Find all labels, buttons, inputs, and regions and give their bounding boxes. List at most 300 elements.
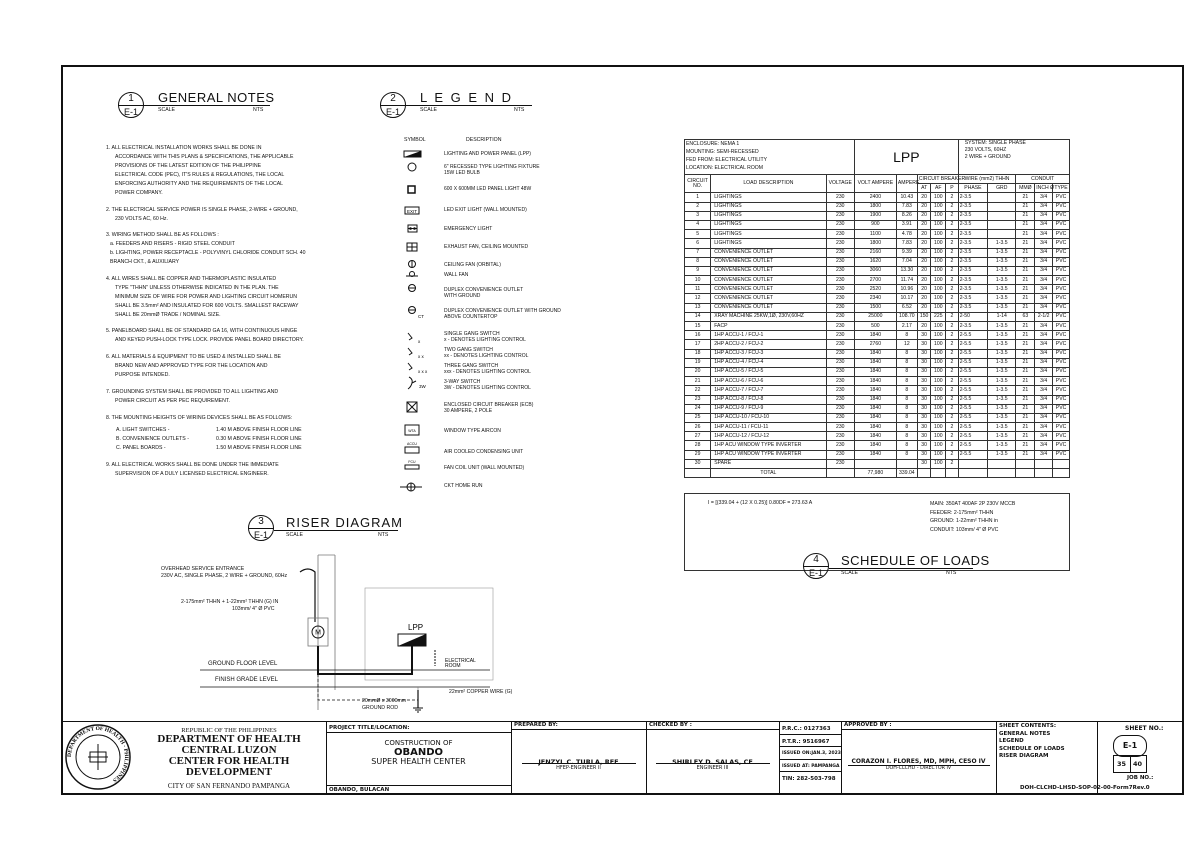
- breaker-p: 2: [946, 413, 959, 422]
- conduit-inch: 3/4: [1035, 413, 1053, 422]
- breaker-at: 20: [917, 211, 931, 220]
- prepared-title: HFEP-ENGINEER II: [556, 765, 601, 771]
- legend-desc-line: EXHAUST FAN, CEILING MOUNTED: [444, 244, 529, 250]
- checked-name: SHIRLEY D. SALAS, CE: [672, 758, 753, 766]
- legend-desc-line: DUPLEX CONVENIENCE OUTLET WITH GROUND: [444, 308, 561, 314]
- breaker-af: 100: [931, 303, 946, 312]
- breaker-at: 30: [917, 358, 931, 367]
- conduit-inch: 3/4: [1035, 266, 1053, 275]
- legend-item-three-way-switch: [444, 379, 594, 391]
- conduit-inch: 3/4: [1035, 211, 1053, 220]
- breaker-at: 20: [917, 266, 931, 275]
- ampere: 10.43: [896, 193, 917, 202]
- ampere: 8: [896, 423, 917, 432]
- voltage: 230: [826, 349, 854, 358]
- note-line: SUPERVISION OF A DULY LICENSED ELECTRICAL ENGINEER.: [115, 470, 269, 477]
- volt-ampere: 1840: [854, 432, 896, 441]
- note-line: 1. ALL ELECTRICAL INSTALLATION WORKS SHALL BE DONE IN: [106, 145, 262, 151]
- ampere: 8: [896, 404, 917, 413]
- room-label-1: ELECTRICAL: [445, 658, 476, 664]
- table-row: [685, 312, 1070, 321]
- conduit-mm: 21: [1016, 450, 1035, 459]
- table-row: [685, 432, 1070, 441]
- ampere: 8: [896, 358, 917, 367]
- conduit-inch: [1035, 459, 1053, 468]
- breaker-af: 100: [931, 441, 946, 450]
- checked-label: CHECKED BY :: [649, 722, 692, 728]
- legend-desc-line: TWO GANG SWITCH: [444, 347, 493, 353]
- voltage: 230: [826, 377, 854, 386]
- wire-grd: 1-3.5: [988, 349, 1016, 358]
- conduit-type: PVC: [1053, 322, 1070, 331]
- conduit-type: PVC: [1053, 220, 1070, 229]
- breaker-af: 100: [931, 459, 946, 468]
- legend-item-panel: [444, 151, 594, 157]
- breaker-af: 100: [931, 349, 946, 358]
- device-name: B. CONVENIENCE OUTLETS -: [116, 435, 189, 442]
- table-row: [685, 322, 1070, 331]
- finish-grade-label: FINISH GRADE LEVEL: [215, 677, 279, 683]
- load-description: LIGHTINGS: [711, 230, 826, 239]
- load-description: 1HP ACCU-7 / FCU-7: [711, 386, 826, 395]
- wire-phase: 2-3.5: [958, 239, 987, 248]
- wire-phase: 2-5.5: [958, 340, 987, 349]
- breaker-af: 100: [931, 220, 946, 229]
- load-description: CONVENIENCE OUTLET: [711, 266, 826, 275]
- breaker-at: 20: [917, 276, 931, 285]
- table-row: [685, 220, 1070, 229]
- wire-grd: [988, 220, 1016, 229]
- breaker-af: 100: [931, 395, 946, 404]
- ampere: 108.70: [896, 312, 917, 321]
- wire-phase: 2-5.5: [958, 367, 987, 376]
- wire-phase: 2-5.5: [958, 377, 987, 386]
- legend-desc-line: LIGHTING AND POWER PANEL (LPP): [444, 151, 531, 157]
- circuit-no: 26: [685, 423, 711, 432]
- circuit-no: 30: [685, 459, 711, 468]
- schedule-number: 4: [813, 554, 819, 565]
- device-name: C. PANEL BOARDS -: [116, 444, 166, 451]
- conduit-type: PVC: [1053, 349, 1070, 358]
- legend-number: 2: [390, 93, 396, 104]
- conduit-type: PVC: [1053, 239, 1070, 248]
- feeder-line-1: 2-175mm² THHN + 1-22mm² THHN (G) IN: [181, 599, 279, 605]
- load-description: LIGHTINGS: [711, 211, 826, 220]
- breaker-p: 2: [946, 322, 959, 331]
- breaker-at: 30: [917, 441, 931, 450]
- note-line: 3. WIRING METHOD SHALL BE AS FOLLOWS :: [106, 232, 219, 239]
- breaker-p: 2: [946, 202, 959, 211]
- load-description: 1HP ACCU-9 / FCU-9: [711, 404, 826, 413]
- note-line: 9. ALL ELECTRICAL WORKS SHALL BE DONE UNDER THE IMMEDIATE: [106, 461, 279, 468]
- legend-desc-line: FAN COIL UNIT (WALL MOUNTED): [444, 465, 525, 471]
- general-notes-number: 1: [128, 93, 134, 104]
- ampere: 8: [896, 331, 917, 340]
- recessed-light-icon: [408, 163, 416, 171]
- breaker-af: 100: [931, 413, 946, 422]
- title-underline: [829, 568, 973, 569]
- loads-table: [684, 139, 1070, 478]
- breaker-af: 100: [931, 266, 946, 275]
- wire-grd: 1-3.5: [988, 432, 1016, 441]
- load-description: CONVENIENCE OUTLET: [711, 276, 826, 285]
- conduit-mm: 21: [1016, 349, 1035, 358]
- conduit-inch: 3/4: [1035, 230, 1053, 239]
- breaker-at: 30: [917, 386, 931, 395]
- breaker-p: 2: [946, 358, 959, 367]
- total-label: TOTAL: [711, 469, 826, 478]
- breaker-at: 30: [917, 432, 931, 441]
- col-type: TYPE: [1053, 184, 1070, 193]
- region-label: CENTRAL LUZON: [181, 744, 277, 756]
- ampere: 7.83: [896, 202, 917, 211]
- scale-label: SCALE: [158, 107, 176, 113]
- col-grd: GRD: [988, 184, 1016, 193]
- breaker-at: 30: [917, 459, 931, 468]
- breaker-at: 20: [917, 220, 931, 229]
- circuit-no: 6: [685, 239, 711, 248]
- table-row: [685, 441, 1070, 450]
- callout-divider: [803, 566, 829, 567]
- voltage: 230: [826, 450, 854, 459]
- circuit-no: 5: [685, 230, 711, 239]
- conduit-inch: 3/4: [1035, 193, 1053, 202]
- conduit-type: PVC: [1053, 386, 1070, 395]
- voltage: 230: [826, 202, 854, 211]
- volt-ampere: 25000: [854, 312, 896, 321]
- col-conduit: CONDUIT: [1016, 175, 1070, 184]
- conduit-inch: 3/4: [1035, 404, 1053, 413]
- table-row: [685, 404, 1070, 413]
- mounting-height-row: [106, 444, 346, 453]
- breaker-p: 2: [946, 367, 959, 376]
- wire-grd: 1-3.5: [988, 266, 1016, 275]
- breaker-at: 20: [917, 239, 931, 248]
- wire-phase: 2-5.5: [958, 432, 987, 441]
- circuit-no: 19: [685, 358, 711, 367]
- conduit-mm: 21: [1016, 367, 1035, 376]
- breaker-p: 2: [946, 294, 959, 303]
- legend-desc-line: WITH GROUND: [444, 293, 481, 299]
- conduit-inch: 3/4: [1035, 395, 1053, 404]
- wire-grd: 1-3.5: [988, 248, 1016, 257]
- ampere: 3.91: [896, 220, 917, 229]
- riser-title: RISER DIAGRAM: [286, 515, 404, 530]
- device-height: 1.40 M ABOVE FINISH FLOOR LINE: [216, 426, 302, 433]
- conduit-mm: 21: [1016, 413, 1035, 422]
- legend-title: L E G E N D: [420, 90, 514, 105]
- breaker-p: 2: [946, 450, 959, 459]
- col-description: LOAD DESCRIPTION: [711, 175, 826, 193]
- load-description: CONVENIENCE OUTLET: [711, 257, 826, 266]
- note-line: 2. THE ELECTRICAL SERVICE POWER IS SINGLE PHASE, 2-WIRE + GROUND,: [106, 207, 298, 214]
- conduit-mm: 21: [1016, 266, 1035, 275]
- load-description: LIGHTINGS: [711, 220, 826, 229]
- conduit-mm: 21: [1016, 432, 1035, 441]
- conduit-mm: 21: [1016, 404, 1035, 413]
- breaker-p: 2: [946, 349, 959, 358]
- circuit-no: 16: [685, 331, 711, 340]
- circuit-no: 17: [685, 340, 711, 349]
- voltage: 230: [826, 386, 854, 395]
- circuit-no: 29: [685, 450, 711, 459]
- voltage: 230: [826, 367, 854, 376]
- table-row: [685, 377, 1070, 386]
- schedule-title: SCHEDULE OF LOADS: [841, 553, 990, 568]
- breaker-af: 100: [931, 211, 946, 220]
- panel-header-info: ENCLOSURE: NEMA 1 MOUNTING: SEMI-RECESSED FED FROM: ELECTRICAL UTILITY LOCATION: ELECTRICAL ROOM: [685, 140, 855, 175]
- breaker-af: 100: [931, 322, 946, 331]
- wire-phase: 2-5.5: [958, 395, 987, 404]
- callout-divider: [118, 105, 144, 106]
- legend-desc-line: xxx - DENOTES LIGHTING CONTROL: [444, 369, 531, 375]
- voltage: 230: [826, 340, 854, 349]
- breaker-af: 100: [931, 404, 946, 413]
- voltage: 230: [826, 432, 854, 441]
- load-description: 1HP ACU WINDOW TYPE INVERTER: [711, 441, 826, 450]
- wire-grd: 1-3.5: [988, 413, 1016, 422]
- wall-fan-icon: [406, 272, 418, 277]
- note-line: TYPE "THHN" UNLESS OTHERWISE INDICATED IN THE PLAN. THE: [115, 284, 279, 291]
- agency-header: [134, 727, 324, 790]
- volt-ampere: 1500: [854, 303, 896, 312]
- wire-grd: [988, 202, 1016, 211]
- conduit-mm: 21: [1016, 377, 1035, 386]
- wire-grd: 1-3.5: [988, 423, 1016, 432]
- project-title: CONSTRUCTION OF OBANDO SUPER HEALTH CENTER: [371, 739, 466, 766]
- legend-item-duplex-outlet: [444, 287, 594, 299]
- voltage: 230: [826, 413, 854, 422]
- wire-grd: 1-3.5: [988, 395, 1016, 404]
- legend-desc-line: DUPLEX CONVENIENCE OUTLET: [444, 287, 524, 293]
- legend-desc-line: SINGLE GANG SWITCH: [444, 331, 500, 337]
- breaker-af: 100: [931, 248, 946, 257]
- general-notes-list: [106, 144, 346, 478]
- breaker-p: 2: [946, 312, 959, 321]
- ampere: 13.30: [896, 266, 917, 275]
- voltage: 230: [826, 312, 854, 321]
- table-row: [685, 294, 1070, 303]
- wire-grd: 1-3.5: [988, 441, 1016, 450]
- conduit-type: PVC: [1053, 294, 1070, 303]
- volt-ampere: 1840: [854, 349, 896, 358]
- table-row: [685, 340, 1070, 349]
- breaker-af: 100: [931, 257, 946, 266]
- legend-desc-line: THREE GANG SWITCH: [444, 363, 499, 369]
- load-description: XRAY MACHINE 25KW,1Ø, 230V,60HZ: [711, 312, 826, 321]
- table-row: [685, 257, 1070, 266]
- conduit-mm: 21: [1016, 303, 1035, 312]
- wire-grd: 1-3.5: [988, 367, 1016, 376]
- general-note-item: [106, 275, 346, 320]
- circuit-no: 23: [685, 395, 711, 404]
- volt-ampere: 2520: [854, 285, 896, 294]
- breaker-at: 20: [917, 257, 931, 266]
- ground-rod-line-2: GROUND ROD: [362, 705, 399, 711]
- breaker-at: 30: [917, 404, 931, 413]
- table-row: [685, 202, 1070, 211]
- wire-grd: 1-3.5: [988, 386, 1016, 395]
- volt-ampere: 2160: [854, 248, 896, 257]
- wire-grd: [988, 211, 1016, 220]
- note-line: MINIMUM SIZE OF WIRE FOR POWER AND LIGHTING CIRCUIT HOMERUN: [115, 293, 298, 300]
- wire-phase: 2-5.5: [958, 349, 987, 358]
- note-line: BRAND NEW AND APPROVED TYPE FOR THE LOCATION AND: [115, 363, 268, 370]
- exit-light-icon: [405, 207, 419, 214]
- volt-ampere: 2760: [854, 340, 896, 349]
- breaker-at: 30: [917, 413, 931, 422]
- conduit-type: PVC: [1053, 211, 1070, 220]
- main-breaker-info: MAIN: 350AT 400AF 2P 230V MCCB FEEDER: 2-175mm² THHN GROUND: 1-22mm² THHN in CONDUIT: 103mm/ 4" Ø PVC: [930, 501, 1016, 533]
- load-description: 1HP ACU WINDOW TYPE INVERTER: [711, 450, 826, 459]
- voltage: 230: [826, 248, 854, 257]
- lpp-label: LPP: [408, 623, 424, 632]
- voltage: 230: [826, 220, 854, 229]
- wire-grd: 1-3.5: [988, 285, 1016, 294]
- conduit-mm: 21: [1016, 294, 1035, 303]
- meter-label: M: [315, 629, 321, 637]
- wire-phase: 2-3.5: [958, 257, 987, 266]
- doh-seal: [63, 722, 133, 792]
- legend-desc-line: CEILING FAN (ORBITAL): [444, 262, 501, 268]
- wire-phase: [958, 459, 987, 468]
- riser-number: 3: [258, 516, 264, 527]
- voltage: 230: [826, 266, 854, 275]
- voltage: 230: [826, 404, 854, 413]
- legend-desc-line: ABOVE COUNTERTOP: [444, 314, 498, 320]
- ampere: 11.74: [896, 276, 917, 285]
- wire-phase: 2-5.5: [958, 441, 987, 450]
- riser-sheet: E-1: [253, 530, 268, 540]
- load-description: 2HP ACCU-2 / FCU-2: [711, 340, 826, 349]
- voltage: 230: [826, 239, 854, 248]
- panel-name: LPP: [854, 140, 958, 175]
- wire-grd: [988, 230, 1016, 239]
- circuit-no: 15: [685, 322, 711, 331]
- wire-phase: 2-5.5: [958, 386, 987, 395]
- conduit-inch: 3/4: [1035, 257, 1053, 266]
- switch-xx-text: x x: [418, 354, 424, 359]
- ct-text: CT: [418, 314, 424, 319]
- circuit-no: 2: [685, 202, 711, 211]
- conduit-mm: 21: [1016, 220, 1035, 229]
- volt-ampere: 1840: [854, 358, 896, 367]
- wire-phase: 2-3.5: [958, 230, 987, 239]
- note-line: PROVISIONS OF THE LATEST EDITION OF THE PHILIPPINE: [115, 162, 262, 169]
- breaker-p: 2: [946, 377, 959, 386]
- wire-grd: [988, 193, 1016, 202]
- legend-item-ceiling-fan: [444, 262, 594, 268]
- wire-phase: 2-5.5: [958, 450, 987, 459]
- volt-ampere: 2400: [854, 193, 896, 202]
- legend-desc-line: ENCLOSED CIRCUIT BREAKER (ECB): [444, 402, 534, 408]
- circuit-no: 28: [685, 441, 711, 450]
- window-aircon-icon: [405, 425, 419, 435]
- title-underline: [274, 530, 398, 531]
- legend-item-circuit-breaker: [444, 402, 594, 414]
- conduit-inch: 3/4: [1035, 386, 1053, 395]
- issued-at: ISSUED AT: PAMPANGA: [782, 763, 840, 769]
- ampere: 8: [896, 450, 917, 459]
- wire-grd: 1-3.5: [988, 303, 1016, 312]
- load-description: 1HP ACCU-5 / FCU-5: [711, 367, 826, 376]
- conduit-mm: 21: [1016, 340, 1035, 349]
- volt-ampere: 2700: [854, 276, 896, 285]
- legend-desc-line: 600 X 600MM LED PANEL LIGHT 48W: [444, 186, 532, 192]
- conduit-inch: 3/4: [1035, 248, 1053, 257]
- breaker-at: 30: [917, 349, 931, 358]
- load-description: 1HP ACCU-6 / FCU-6: [711, 377, 826, 386]
- circuit-no: 18: [685, 349, 711, 358]
- feeder-line-2: 103mm/ 4" Ø PVC: [232, 606, 275, 612]
- circuit-no: 20: [685, 367, 711, 376]
- legend-desc-line: 30 AMPERE, 2 POLE: [444, 408, 493, 414]
- load-description: LIGHTINGS: [711, 193, 826, 202]
- breaker-p: 2: [946, 276, 959, 285]
- conduit-type: PVC: [1053, 441, 1070, 450]
- circuit-no: 4: [685, 220, 711, 229]
- ampere: 7.83: [896, 239, 917, 248]
- conduit-mm: 21: [1016, 257, 1035, 266]
- load-description: 1HP ACCU-3 / FCU-3: [711, 349, 826, 358]
- general-notes-title: GENERAL NOTES: [158, 90, 275, 105]
- conduit-inch: 3/4: [1035, 367, 1053, 376]
- breaker-p: 2: [946, 220, 959, 229]
- ampere: 8: [896, 441, 917, 450]
- wire-grd: 1-3.5: [988, 377, 1016, 386]
- sheet-count: 35 40: [1113, 755, 1147, 773]
- voltage: 230: [826, 331, 854, 340]
- conduit-inch: 3/4: [1035, 441, 1053, 450]
- legend-desc-line: WINDOW TYPE AIRCON: [444, 428, 501, 434]
- conduit-type: PVC: [1053, 276, 1070, 285]
- wire-grd: 1-3.5: [988, 294, 1016, 303]
- volt-ampere: 1900: [854, 211, 896, 220]
- breaker-p: 2: [946, 395, 959, 404]
- load-description: 1HP ACCU-8 / FCU-8: [711, 395, 826, 404]
- col-circuit: CIRCUIT NO.: [685, 175, 711, 193]
- form-code: DOH-CLCHD-LHSD-SOP-02-00-Form7Rev.0: [1020, 785, 1150, 791]
- conduit-inch: 3/4: [1035, 276, 1053, 285]
- breaker-at: 20: [917, 202, 931, 211]
- voltage: 230: [826, 395, 854, 404]
- breaker-p: 2: [946, 211, 959, 220]
- wire-grd: 1-3.5: [988, 340, 1016, 349]
- service-entrance-line-2: 230V AC, SINGLE PHASE, 2 WIRE + GROUND, 60Hz: [161, 573, 288, 579]
- legend-item-single-switch: [444, 331, 594, 343]
- breaker-at: 20: [917, 285, 931, 294]
- emergency-light-icon: [408, 225, 417, 232]
- legend-desc-line: 3W - DENOTES LIGHTING CONTROL: [444, 385, 531, 391]
- conduit-type: PVC: [1053, 193, 1070, 202]
- wire-phase: 2-3.5: [958, 220, 987, 229]
- conduit-inch: 3/4: [1035, 322, 1053, 331]
- col-at: AT: [917, 184, 931, 193]
- general-notes-sheet: E-1: [123, 107, 138, 117]
- col-phase: PHASE: [958, 184, 987, 193]
- breaker-af: 100: [931, 230, 946, 239]
- mounting-height-row: [106, 435, 346, 444]
- general-note-item: [106, 414, 346, 423]
- prepared-label: PREPARED BY:: [514, 722, 558, 728]
- conduit-mm: [1016, 459, 1035, 468]
- fcu-text: FCU: [408, 460, 416, 464]
- circuit-breaker-icon: [407, 402, 417, 412]
- wire-grd: 1-14: [988, 312, 1016, 321]
- volt-ampere: 1840: [854, 404, 896, 413]
- legend-desc-line: CKT HOME RUN: [444, 483, 483, 489]
- conduit-inch: 3/4: [1035, 220, 1053, 229]
